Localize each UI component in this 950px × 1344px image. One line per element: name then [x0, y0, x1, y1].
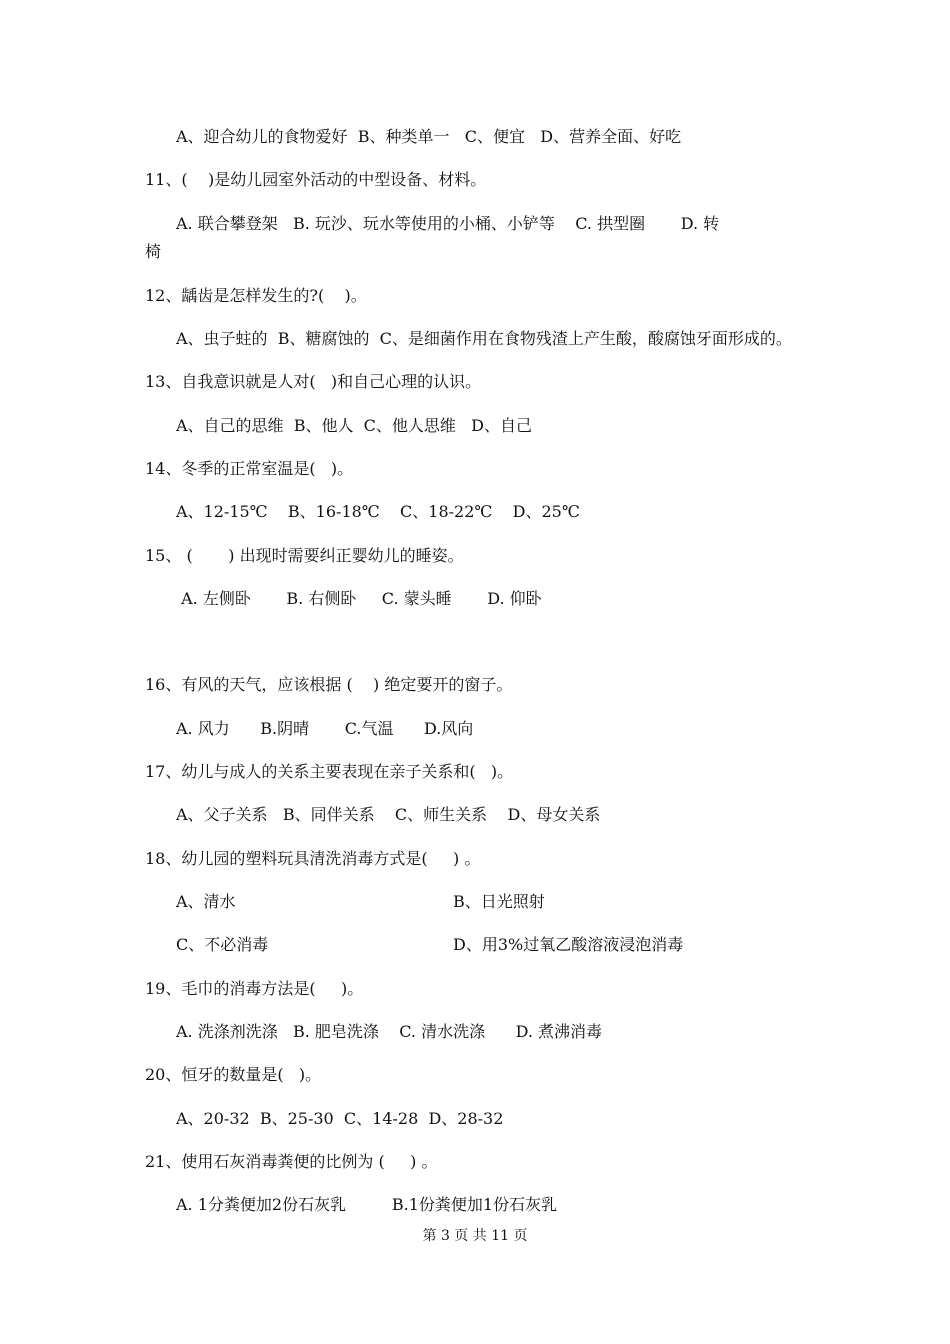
q17-options: A、父子关系 B、同伴关系 C、师生关系 D、母女关系	[176, 805, 601, 824]
q20-options: A、20-32 B、25-30 C、14-28 D、28-32	[176, 1109, 504, 1128]
q15-options: A. 左侧卧 B. 右侧卧 C. 蒙头睡 D. 仰卧	[176, 589, 542, 608]
q12-options: A、虫子蛀的 B、糖腐蚀的 C、是细菌作用在食物残渣上产生酸，酸腐蚀牙面形成的。	[176, 329, 792, 348]
q15-question: 15、 ( ) 出现时需要纠正婴幼儿的睡姿。	[145, 546, 464, 565]
q16-options: A. 风力 B.阴晴 C.气温 D.风向	[176, 719, 474, 738]
q11-question: 11、( )是幼儿园室外活动的中型设备、材料。	[145, 170, 487, 189]
q16-question: 16、有风的天气，应该根据 ( ) 绝定要开的窗子。	[145, 675, 513, 694]
q14-options: A、12-15℃ B、16-18℃ C、18-22℃ D、25℃	[176, 502, 580, 521]
q18-question: 18、幼儿园的塑料玩具清洗消毒方式是( ) 。	[145, 849, 481, 868]
q14-question: 14、冬季的正常室温是( )。	[145, 459, 354, 478]
q10-options: A、迎合幼儿的食物爱好 B、种类单一 C、便宜 D、营养全面、好吃	[176, 127, 682, 146]
q21-question: 21、使用石灰消毒粪便的比例为 ( ) 。	[145, 1152, 438, 1171]
q20-question: 20、恒牙的数量是( )。	[145, 1065, 322, 1084]
q21-options: A. 1分粪便加2份石灰乳 B.1份粪便加1份石灰乳	[176, 1195, 558, 1214]
q12-question: 12、龋齿是怎样发生的?( )。	[145, 286, 367, 305]
q11-options: A. 联合攀登架 B. 玩沙、玩水等使用的小桶、小铲等 C. 拱型圈 D. 转	[176, 214, 720, 233]
q11-options-wrap: 椅	[145, 242, 162, 261]
q19-options: A. 洗涤剂洗涤 B. 肥皂洗涤 C. 清水洗涤 D. 煮沸消毒	[176, 1022, 603, 1041]
q18-option-b: B、日光照射	[453, 892, 545, 911]
q17-question: 17、幼儿与成人的关系主要表现在亲子关系和( )。	[145, 762, 514, 781]
q18-option-d: D、用3%过氧乙酸溶液浸泡消毒	[453, 935, 684, 954]
q13-question: 13、自我意识就是人对( )和自己心理的认识。	[145, 372, 482, 391]
q13-options: A、自己的思维 B、他人 C、他人思维 D、自己	[176, 416, 532, 435]
q18-option-c: C、不必消毒	[176, 935, 269, 954]
q18-option-a: A、清水	[176, 892, 236, 911]
page-footer: 第 3 页 共 11 页	[422, 1228, 528, 1244]
q19-question: 19、毛巾的消毒方法是( )。	[145, 979, 364, 998]
